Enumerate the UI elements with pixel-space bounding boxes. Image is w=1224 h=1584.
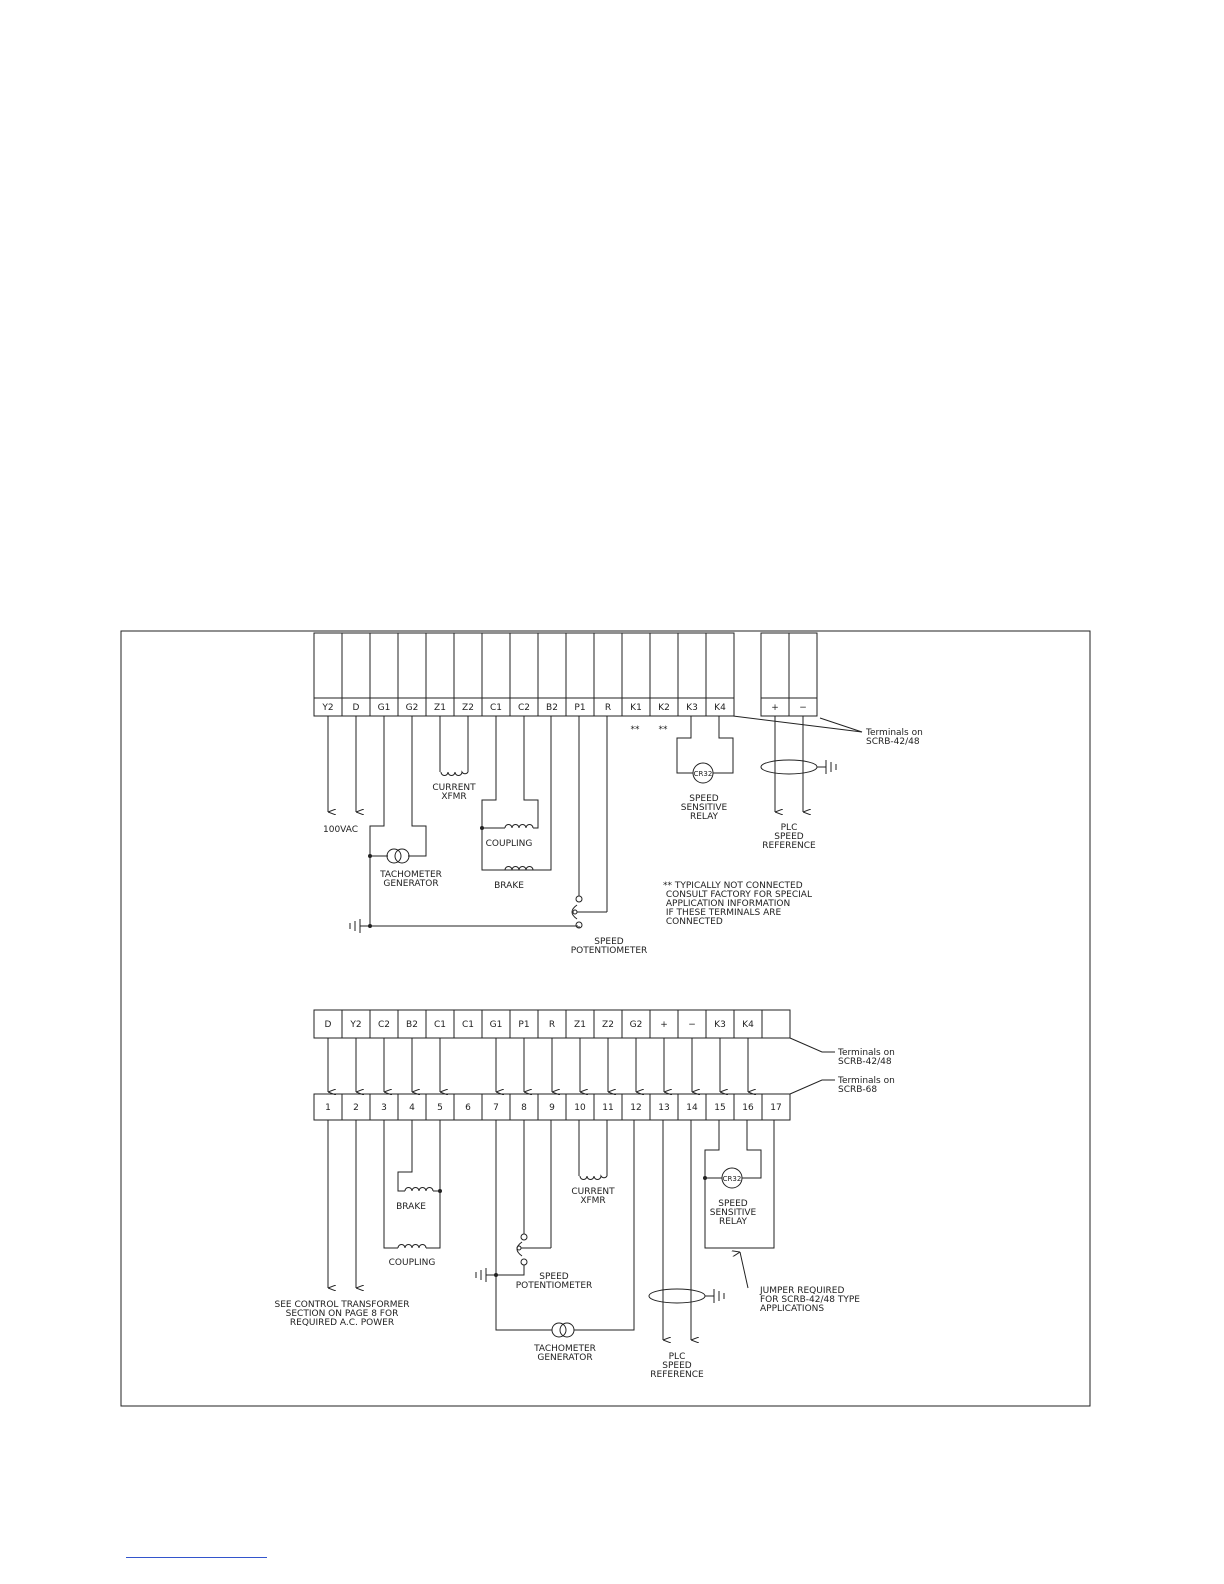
top-terminal-cell bbox=[650, 633, 678, 698]
top-terminal-cell bbox=[594, 633, 622, 698]
bottom-jumper-note: JUMPER REQUIRED FOR SCRB-42/48 TYPE APPLICATIONS bbox=[760, 1286, 860, 1314]
top-terminal-terminal: K2 bbox=[658, 703, 670, 713]
bottom-upper-terminal: D bbox=[324, 1020, 332, 1030]
bottom-lower-terminal-strip bbox=[314, 1094, 790, 1120]
bottom-upper-terminal: G1 bbox=[489, 1020, 503, 1030]
bottom-upper-terminal: − bbox=[688, 1020, 696, 1030]
bottom-upper-terminal: B2 bbox=[406, 1020, 418, 1030]
bottom-upper-terminal: C1 bbox=[461, 1020, 475, 1030]
bottom-upper-terminal: G2 bbox=[629, 1020, 643, 1030]
star-k2: ** bbox=[658, 725, 668, 735]
bottom-upper-terminal: + bbox=[660, 1020, 668, 1030]
bottom-lower-terminal: 3 bbox=[381, 1103, 387, 1113]
top-plc-terminal-cell bbox=[761, 633, 789, 698]
bottom-upper-terminal: C1 bbox=[433, 1020, 447, 1030]
bottom-upper-terminal: Z1 bbox=[574, 1020, 586, 1030]
bottom-terminals-68: Terminals on SCRB-68 bbox=[838, 1076, 895, 1095]
top-terminal-cell bbox=[510, 633, 538, 698]
top-terminal-terminal: K1 bbox=[630, 703, 642, 713]
bottom-pot-label: SPEED POTENTIOMETER bbox=[515, 1272, 593, 1291]
bottom-lower-terminal: 7 bbox=[493, 1103, 499, 1113]
bottom-terminals-4248: Terminals on SCRB-42/48 bbox=[838, 1048, 895, 1067]
top-terminal-strip bbox=[314, 633, 734, 716]
top-terminal-cell bbox=[370, 633, 398, 698]
bottom-lower-terminal: 12 bbox=[630, 1103, 642, 1113]
bottom-lower-terminal: 13 bbox=[658, 1103, 670, 1113]
bottom-relay-label: SPEED SENSITIVE RELAY bbox=[709, 1199, 757, 1227]
bottom-see-note: SEE CONTROL TRANSFORMER SECTION ON PAGE 8 FOR REQUIRED A.C. POWER bbox=[274, 1300, 410, 1328]
top-terminal-cell bbox=[314, 633, 342, 698]
top-terminal-cell bbox=[678, 633, 706, 698]
bottom-plc-label: PLC SPEED REFERENCE bbox=[650, 1352, 704, 1380]
vac-label: 100VAC bbox=[323, 825, 359, 835]
bottom-cr32: CR32 bbox=[722, 1175, 742, 1183]
top-terminal-terminal: K4 bbox=[714, 703, 726, 713]
bottom-tach-label: TACHOMETER GENERATOR bbox=[534, 1344, 596, 1363]
top-tach-label: TACHOMETER GENERATOR bbox=[380, 870, 442, 889]
bottom-current-xfmr-label: CURRENT XFMR bbox=[571, 1187, 615, 1206]
top-terminal-terminal: C2 bbox=[517, 703, 531, 713]
top-terminal-terminal: Z2 bbox=[462, 703, 474, 713]
top-terminal-terminal: K3 bbox=[686, 703, 698, 713]
bottom-lower-terminal: 9 bbox=[549, 1103, 555, 1113]
top-terminal-terminal: G1 bbox=[377, 703, 391, 713]
top-plc-terminal-cell bbox=[789, 633, 817, 698]
top-relay-label: SPEED SENSITIVE RELAY bbox=[680, 794, 728, 822]
top-terminal-cell bbox=[622, 633, 650, 698]
bottom-lower-terminal: 1 bbox=[325, 1103, 331, 1113]
bottom-lower-terminal: 17 bbox=[770, 1103, 782, 1113]
bottom-upper-terminal: Y2 bbox=[350, 1020, 362, 1030]
bottom-lower-terminal: 16 bbox=[742, 1103, 754, 1113]
bottom-brake-label: BRAKE bbox=[396, 1202, 426, 1212]
top-coupling-label: COUPLING bbox=[485, 839, 533, 849]
bottom-lower-terminal: 11 bbox=[602, 1103, 614, 1113]
top-terminal-terminal: Z1 bbox=[434, 703, 446, 713]
top-terminal-terminal: G2 bbox=[405, 703, 419, 713]
footnote-rule bbox=[126, 1557, 267, 1558]
top-terminal-cell bbox=[706, 633, 734, 698]
bottom-coupling-label: COUPLING bbox=[388, 1258, 436, 1268]
top-terminal-cell bbox=[538, 633, 566, 698]
bottom-upper-terminal: K3 bbox=[714, 1020, 726, 1030]
top-terminals-note: Terminals on SCRB-42/48 bbox=[866, 728, 923, 747]
bottom-upper-terminal: Z2 bbox=[602, 1020, 614, 1030]
bottom-upper-label-cell bbox=[762, 1010, 790, 1038]
top-terminal-cell bbox=[482, 633, 510, 698]
top-cr32: CR32 bbox=[693, 770, 713, 778]
top-terminal-cell bbox=[566, 633, 594, 698]
bottom-lower-terminal: 10 bbox=[574, 1103, 586, 1113]
bottom-upper-terminal: K4 bbox=[742, 1020, 754, 1030]
top-terminal-terminal: D bbox=[352, 703, 360, 713]
top-terminal-cell bbox=[342, 633, 370, 698]
bottom-lower-terminal: 2 bbox=[353, 1103, 359, 1113]
top-terminal-cell bbox=[426, 633, 454, 698]
top-plc-terminal-terminal: + bbox=[771, 703, 779, 713]
bottom-lower-terminal: 4 bbox=[409, 1103, 415, 1113]
bottom-lower-terminal: 15 bbox=[714, 1103, 726, 1113]
bottom-lower-terminal: 8 bbox=[521, 1103, 527, 1113]
top-terminal-terminal: P1 bbox=[574, 703, 586, 713]
top-brake-label: BRAKE bbox=[494, 881, 524, 891]
top-current-xfmr-label: CURRENT XFMR bbox=[432, 783, 476, 802]
top-terminal-cell bbox=[398, 633, 426, 698]
bottom-upper-terminal: P1 bbox=[518, 1020, 530, 1030]
bottom-lower-terminal: 6 bbox=[465, 1103, 471, 1113]
top-terminal-terminal: R bbox=[604, 703, 612, 713]
top-note: ** TYPICALLY NOT CONNECTED CONSULT FACTORY FOR SPECIAL APPLICATION INFORMATION IF THESE TERMINALS ARE CONNECTED bbox=[663, 881, 812, 927]
top-pot-label: SPEED POTENTIOMETER bbox=[570, 937, 648, 956]
top-terminal-terminal: C1 bbox=[489, 703, 503, 713]
top-plc-terminal-strip bbox=[761, 633, 817, 716]
top-plc-label: PLC SPEED REFERENCE bbox=[762, 823, 816, 851]
top-terminal-terminal: Y2 bbox=[322, 703, 334, 713]
top-terminal-cell bbox=[454, 633, 482, 698]
top-plc-terminal-terminal: − bbox=[799, 703, 807, 713]
bottom-upper-terminal: C2 bbox=[377, 1020, 391, 1030]
bottom-lower-terminal: 14 bbox=[686, 1103, 698, 1113]
star-k1: ** bbox=[630, 725, 640, 735]
top-terminal-terminal: B2 bbox=[546, 703, 558, 713]
bottom-lower-terminal: 5 bbox=[437, 1103, 443, 1113]
bottom-upper-terminal: R bbox=[548, 1020, 556, 1030]
